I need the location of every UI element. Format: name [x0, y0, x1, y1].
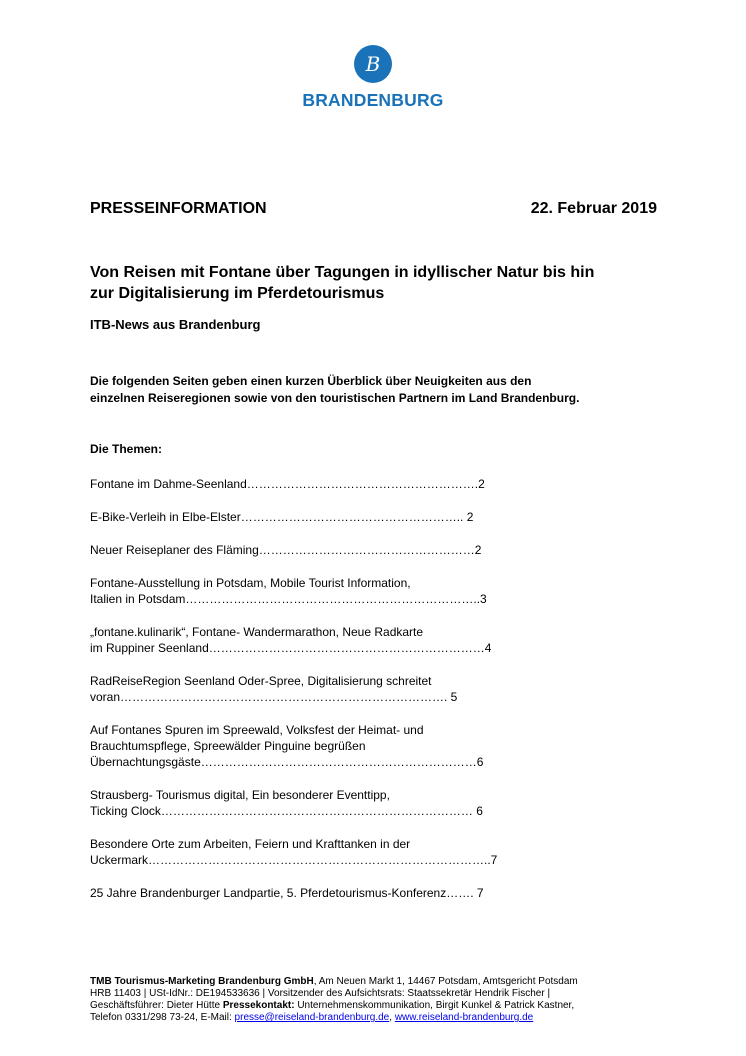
intro-line: Die folgenden Seiten geben einen kurzen Überblick über Neuigkeiten aus den — [90, 374, 532, 388]
toc-item — [90, 575, 550, 607]
website-link[interactable]: www.reiseland-brandenburg.de — [394, 1012, 534, 1023]
footer-line — [90, 976, 578, 987]
toc-item — [90, 885, 550, 901]
toc-item-line: Brauchtumspflege, Spreewälder Pinguine begrüßen — [90, 739, 366, 753]
footer-company: TMB Tourismus-Marketing Brandenburg GmbH — [90, 976, 314, 987]
intro-paragraph — [90, 373, 690, 407]
toc-item-line: im Ruppiner Seenland……………………………………………………………4 — [90, 641, 492, 655]
footer-separator: , — [389, 1012, 395, 1023]
footer-line — [90, 1012, 533, 1023]
footer-phone: Telefon 0331/298 73-24, E-Mail: — [90, 1012, 235, 1023]
toc-item — [90, 722, 550, 770]
footer-line: HRB 11403 | USt-IdNr.: DE194533636 | Vorsitzender des Aufsichtsrats: Staatssekretär Hendrik Fischer | — [90, 988, 551, 999]
toc-item-line: RadReiseRegion Seenland Oder-Spree, Digitalisierung schreitet — [90, 674, 432, 688]
toc-item-line: Besondere Orte zum Arbeiten, Feiern und Krafttanken in der — [90, 837, 411, 851]
brandenburg-emblem-icon — [353, 44, 393, 84]
headline-line: zur Digitalisierung im Pferdetourismus — [90, 285, 385, 302]
toc-item-line: „fontane.kulinarik“, Fontane- Wandermarathon, Neue Radkarte — [90, 625, 424, 639]
svg-text:B: B — [365, 52, 381, 76]
footer-press-contact: Unternehmenskommunikation, Birgit Kunkel & Patrick Kastner, — [294, 1000, 575, 1011]
brandenburg-logo — [290, 44, 456, 111]
toc-item-line: 25 Jahre Brandenburger Landpartie, 5. Pferdetourismus-Konferenz……. 7 — [90, 886, 484, 900]
document-type: PRESSEINFORMATION — [90, 200, 267, 217]
toc-item — [90, 542, 550, 558]
themes-heading: Die Themen: — [90, 442, 163, 456]
toc-item — [90, 624, 550, 656]
toc-item-line: Italien in Potsdam………………………………………………………………..3 — [90, 592, 487, 606]
table-of-contents — [90, 476, 550, 918]
footer-line — [90, 1000, 574, 1011]
toc-item-line: Übernachtungsgäste……………………………………………………………6 — [90, 755, 484, 769]
toc-item — [90, 509, 550, 525]
footer-press-label: Pressekontakt: — [222, 1000, 295, 1011]
toc-item-line: E-Bike-Verleih in Elbe-Elster……………………………………………….. 2 — [90, 510, 474, 524]
toc-item — [90, 673, 550, 705]
toc-item-line: Strausberg- Tourismus digital, Ein besonderer Eventtipp, — [90, 788, 390, 802]
toc-item-line: voran………………………………………………………………………. 5 — [90, 690, 458, 704]
headline-line: Von Reisen mit Fontane über Tagungen in idyllischer Natur bis hin — [90, 264, 595, 281]
footer-address: , Am Neuen Markt 1, 14467 Potsdam, Amtsgericht Potsdam — [313, 976, 578, 987]
subheadline: ITB-News aus Brandenburg — [90, 317, 261, 332]
toc-item — [90, 787, 550, 819]
footer-ceo: Geschäftsführer: Dieter Hütte — [90, 1000, 223, 1011]
email-link[interactable]: presse@reiseland-brandenburg.de — [234, 1012, 390, 1023]
headline — [90, 262, 670, 304]
toc-item-line: Neuer Reiseplaner des Fläming………………………………………………2 — [90, 543, 482, 557]
document-date: 22. Februar 2019 — [530, 200, 657, 217]
toc-item-line: Fontane-Ausstellung in Potsdam, Mobile Tourist Information, — [90, 576, 411, 590]
toc-item-line: Fontane im Dahme-Seenland………………………………………………….2 — [90, 477, 485, 491]
toc-item-line: Ticking Clock…………………………………………………………………… 6 — [90, 804, 483, 818]
toc-item — [90, 476, 550, 492]
logo-text: BRANDENBURG — [302, 90, 444, 110]
toc-item-line: Uckermark…………………………………………………………………………..7 — [90, 853, 498, 867]
toc-item — [90, 836, 550, 868]
intro-line: einzelnen Reiseregionen sowie von den touristischen Partnern im Land Brandenburg. — [90, 391, 580, 405]
footer — [90, 976, 660, 1024]
toc-item-line: Auf Fontanes Spuren im Spreewald, Volksfest der Heimat- und — [90, 723, 424, 737]
